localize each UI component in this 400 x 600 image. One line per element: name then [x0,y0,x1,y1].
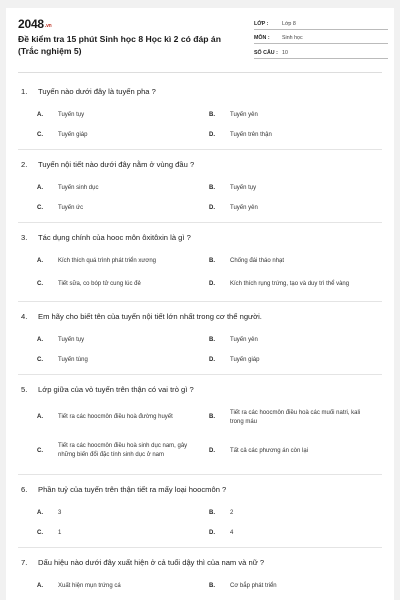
question-label: Tác dụng chính của hooc môn ôxitôxin là gì ? [38,233,191,242]
option-letter: D. [209,280,215,287]
question-block [18,150,382,223]
question-number: 3. [21,233,28,242]
option-text: 3 [58,509,62,516]
answer-options [18,330,382,370]
option-text: Tuyến yên [230,336,258,343]
option-text: Tiết ra các hoocmôn điều hoà các muối natri, kali trong máu [230,409,361,425]
option-text: Tiết sữa, co bóp tử cung lúc đẻ [58,280,141,287]
option-text: Xuất hiện mụn trứng cá [58,582,121,589]
meta-count [254,46,388,59]
option-letter: C. [37,280,43,287]
option-text: 2 [230,509,234,516]
option-letter: B. [209,257,215,264]
question-block [18,375,382,475]
option-letter: C. [37,529,43,536]
option-letter: B. [209,336,215,343]
question-number: 1. [21,87,28,96]
meta-subject [254,32,388,45]
question-text [18,160,382,170]
option-letter: B. [209,184,215,191]
option-letter: C. [37,447,43,454]
question-label: Tuyến nào dưới đây là tuyến pha ? [38,87,156,96]
answer-option[interactable] [190,125,362,145]
option-text: Tuyến sinh dục [58,184,99,191]
option-text: Kích thích rụng trứng, tạo và duy trì thể vàng [230,280,350,287]
document-page [6,8,394,600]
answer-option[interactable] [18,251,190,271]
option-text: Tiết ra các hoocmôn điều hoà đường huyết [58,414,173,420]
option-text: Chống đái tháo nhạt [230,257,285,264]
question-label: Phần tuỷ của tuyến trên thận tiết ra mấy loại hoocmôn ? [38,485,227,494]
option-text: Cơ bắp phát triển [230,582,277,589]
question-text [18,558,382,568]
option-text: Tuyến giáp [230,356,260,363]
question-block [18,223,382,302]
answer-option[interactable] [190,503,362,523]
option-letter: B. [209,111,215,118]
page-title: Đề kiểm tra 15 phút Sinh học 8 Học kì 2 có đáp án (Trắc nghiệm 5) [18,34,221,56]
answer-option[interactable] [18,271,190,297]
option-letter: A. [37,582,43,589]
question-label: Tuyến nội tiết nào dưới đây nằm ở vùng đầu ? [38,160,195,169]
site-logo[interactable]: 2048.vn [18,17,52,31]
answer-option[interactable] [190,432,362,470]
option-letter: B. [209,582,215,589]
answer-option[interactable] [18,403,190,432]
answer-option[interactable] [190,403,362,432]
option-letter: A. [37,111,43,118]
option-letter: D. [209,356,215,363]
answer-option[interactable] [190,198,362,218]
option-letter: B. [209,414,215,420]
question-number: 5. [21,385,28,394]
question-text [18,385,382,395]
option-text: Tuyến tùng [58,356,88,363]
option-letter: C. [37,131,43,138]
question-text [18,87,382,97]
question-block [18,548,382,600]
answer-option[interactable] [190,523,362,543]
question-text [18,233,382,243]
answer-option[interactable] [18,198,190,218]
option-text: Tuyến trên thận [230,131,272,138]
option-letter: B. [209,509,215,516]
option-text: 4 [230,529,234,536]
option-text: 1 [58,529,62,536]
meta-value: 10 [282,49,288,56]
answer-option[interactable] [190,105,362,125]
question-number: 2. [21,160,28,169]
question-number: 4. [21,312,28,321]
answer-options [18,178,382,218]
option-text: Tuyến ức [58,204,84,211]
exam-meta [254,17,388,61]
option-letter: D. [209,529,215,536]
question-block [18,80,382,150]
option-letter: A. [37,184,43,191]
option-letter: D. [209,447,215,454]
answer-options [18,105,382,145]
answer-option[interactable] [18,503,190,523]
answer-option[interactable] [18,330,190,350]
meta-label: LỚP : [254,20,269,27]
answer-option[interactable] [190,271,362,297]
option-text: Tuyến tụy [230,184,257,191]
answer-options [18,251,382,297]
meta-class [254,17,388,30]
question-text [18,312,382,322]
question-block [18,302,382,375]
meta-value: Sinh học [282,35,303,41]
option-letter: A. [37,414,43,420]
answer-option[interactable] [190,178,362,198]
header-divider [18,72,382,73]
answer-option[interactable] [18,523,190,543]
option-text: Tuyến tụy [58,336,85,343]
answer-option[interactable] [190,350,362,370]
option-text: Tuyến yên [230,204,258,211]
option-text: Tất cả các phương án còn lại [230,447,308,454]
option-letter: D. [209,204,215,211]
meta-label: MÔN : [254,35,270,41]
answer-option[interactable] [190,330,362,350]
answer-options [18,576,382,596]
meta-label: SỐ CÂU : [254,49,278,56]
question-text [18,485,382,495]
option-letter: D. [209,131,215,138]
question-number: 7. [21,558,28,567]
question-label: Dấu hiệu nào dưới đây xuất hiện ở cả tuổi dậy thì của nam và nữ ? [38,558,265,567]
option-letter: A. [37,336,43,343]
question-block [18,475,382,548]
answer-option[interactable] [18,178,190,198]
option-letter: A. [37,509,43,516]
question-label: Lớp giữa của vỏ tuyến trên thận có vai trò gì ? [38,385,194,394]
answer-option[interactable] [18,432,190,470]
option-letter: C. [37,204,43,211]
answer-option[interactable] [190,251,362,271]
document-header [6,8,394,70]
question-label: Em hãy cho biết tên của tuyến nội tiết lớn nhất trong cơ thể người. [38,312,262,321]
answer-options [18,503,382,543]
answer-option[interactable] [190,576,362,596]
option-text: Kích thích quá trình phát triển xương [58,257,157,264]
question-number: 6. [21,485,28,494]
answer-option[interactable] [18,350,190,370]
answer-options [18,403,382,470]
question-list [6,80,394,600]
option-letter: C. [37,356,43,363]
answer-option[interactable] [18,105,190,125]
option-text: Tuyến yên [230,111,258,118]
option-letter: A. [37,257,43,264]
option-text: Tuyến giáp [58,131,88,138]
option-text: Tuyến tụy [58,111,85,118]
option-text: Tiết ra các hoocmôn điều hoà sinh dục nam, gây những biến đổi đặc tính sinh dục ở nam [58,443,188,458]
answer-option[interactable] [18,576,190,596]
meta-value: Lớp 8 [282,20,296,27]
answer-option[interactable] [18,125,190,145]
